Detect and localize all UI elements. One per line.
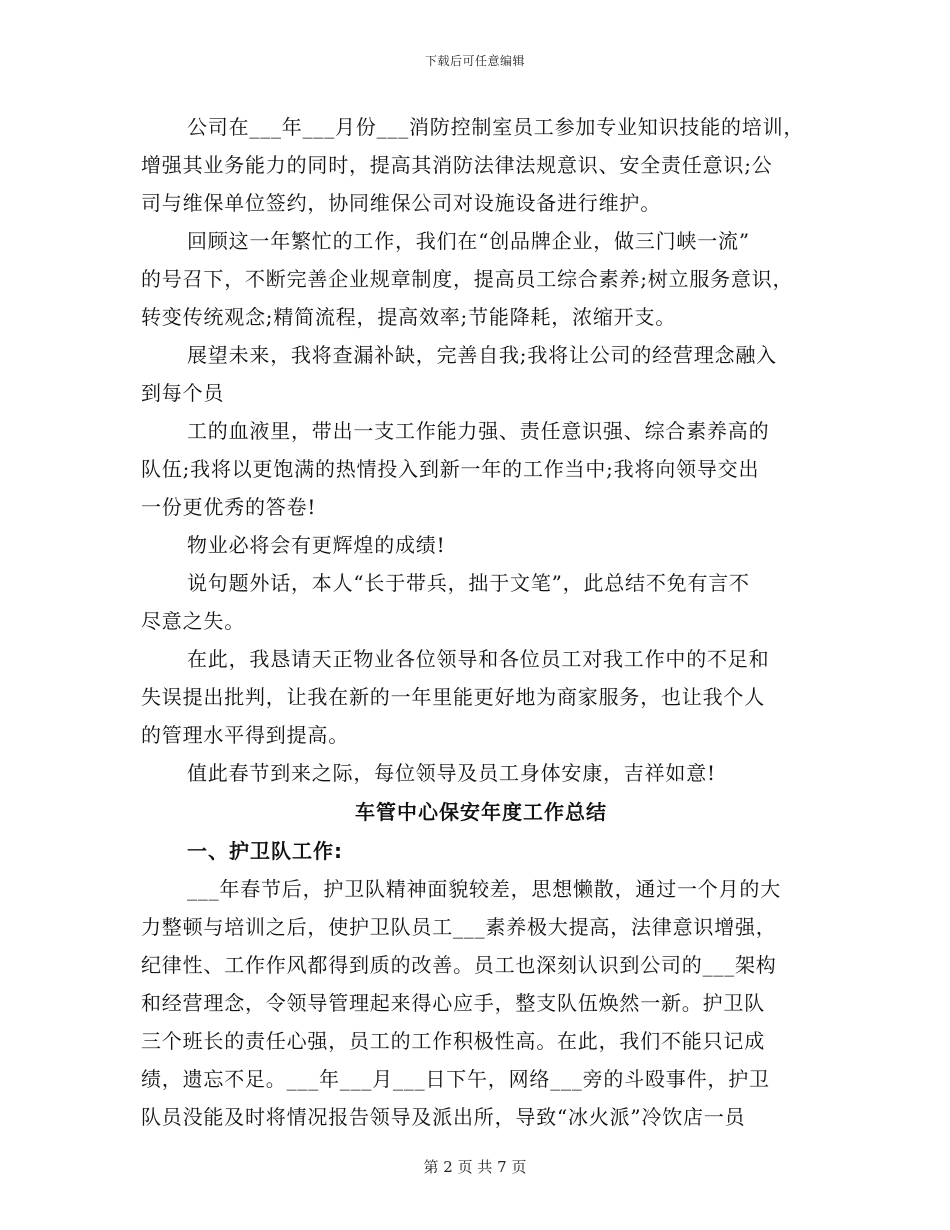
text-line: 三个班长的责任心强，员工的工作积极性高。在此，我们不能只记成 — [141, 1029, 765, 1053]
text-line: 失误提出批判，让我在新的一年里能更好地为商家服务，也让我个人 — [141, 685, 765, 709]
text-line: 增强其业务能力的同时，提高其消防法律法规意识、安全责任意识;公 — [141, 153, 773, 177]
paragraphs-part-2 — [141, 870, 821, 1136]
document-body — [141, 108, 821, 1136]
text-line: 到每个员 — [141, 381, 225, 405]
text-line: 工的血液里，带出一支工作能力强、责任意识强、综合素养高的 — [187, 419, 770, 443]
page-footer: 第 2 页 共 7 页 — [423, 1158, 527, 1176]
text-line: 公司在___年___月份___消防控制室员工参加专业知识技能的培训， — [187, 115, 805, 139]
text-line: 队员没能及时将情况报告领导及派出所，导致“冰火派”冷饮店一员 — [141, 1105, 746, 1129]
text-line: 说句题外话，本人“长于带兵，拙于文笔”，此总结不免有言不 — [187, 571, 750, 595]
subsection-title: 一、护卫队工作: — [187, 839, 343, 863]
text-line: 司与维保单位签约，协同维保公司对设施设备进行维护。 — [141, 191, 661, 215]
text-line: 的号召下，不断完善企业规章制度，提高员工综合素养;树立服务意识， — [141, 267, 794, 291]
page-header: 下载后可任意编辑 — [424, 54, 525, 68]
text-line: 在此，我恳请天正物业各位领导和各位员工对我工作中的不足和 — [187, 647, 770, 671]
text-line: 绩，遗忘不足。___年___月___日下午，网络___旁的斗殴事件，护卫 — [141, 1067, 770, 1091]
text-line: 力整顿与培训之后，使护卫队员工___素养极大提高，法律意识增强， — [141, 915, 777, 939]
text-line: 和经营理念，令领导管理起来得心应手，整支队伍焕然一新。护卫队 — [141, 991, 765, 1015]
text-line: 一份更优秀的答卷! — [141, 495, 317, 519]
paragraphs-part-1 — [141, 108, 821, 792]
text-line: 转变传统观念;精简流程，提高效率;节能降耗，浓缩开支。 — [141, 305, 677, 329]
text-line: 队伍;我将以更饱满的热情投入到新一年的工作当中;我将向领导交出 — [141, 457, 760, 481]
text-line: 展望未来，我将查漏补缺，完善自我;我将让公司的经营理念融入 — [187, 343, 777, 367]
text-line: 回顾这一年繁忙的工作，我们在“创品牌企业，做三门峡一流” — [187, 229, 750, 253]
text-line: 值此春节到来之际，每位领导及员工身体安康，吉祥如意! — [187, 761, 716, 785]
section-title: 车管中心保安年度工作总结 — [355, 800, 607, 824]
text-line: 的管理水平得到提高。 — [141, 723, 349, 747]
text-line: 尽意之失。 — [141, 609, 245, 633]
text-line: 纪律性、工作作风都得到质的改善。员工也深刻认识到公司的___架构 — [141, 953, 777, 977]
text-line: 物业必将会有更辉煌的成绩! — [187, 533, 446, 557]
text-line: ___年春节后，护卫队精神面貌较差，思想懒散，通过一个月的大 — [187, 877, 781, 901]
